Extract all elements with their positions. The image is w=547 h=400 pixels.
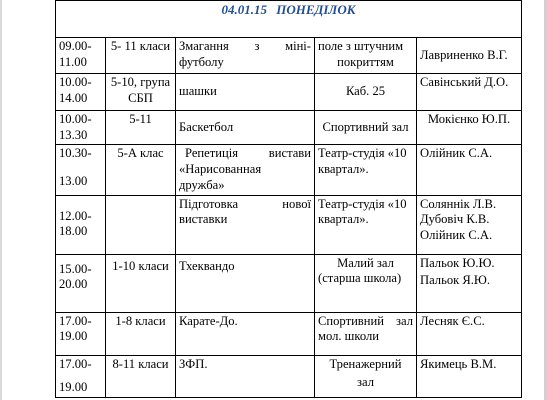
place-line: поле з штучним — [318, 39, 404, 53]
place-line: Спортивний зал — [318, 313, 413, 328]
table-row — [56, 195, 522, 254]
place-line: покриттям — [337, 54, 394, 69]
person-name: Савінський Д.О. — [420, 75, 509, 89]
group-cell: 1-8 класи — [106, 312, 176, 355]
responsible-cell — [417, 38, 522, 74]
responsible-cell — [417, 254, 522, 312]
place-cell — [315, 74, 417, 111]
place-line: Тренажерний — [329, 356, 402, 371]
table-row — [56, 74, 522, 111]
place-line: (старша школа) — [318, 271, 402, 286]
schedule-table — [55, 0, 522, 398]
activity-cell — [176, 254, 315, 312]
table-row — [56, 355, 522, 397]
person-name: Соляннік Л.В. — [420, 196, 497, 211]
time-end: 14.00 — [59, 90, 88, 105]
place-line: Малий зал — [337, 255, 394, 270]
activity-cell — [176, 145, 315, 195]
place-line: мол. школи — [318, 329, 380, 344]
time-cell — [56, 111, 106, 145]
responsible-cell — [417, 74, 522, 111]
responsible-cell — [417, 111, 522, 145]
person-name: Якимець В.М. — [420, 356, 497, 371]
place-cell — [315, 312, 417, 355]
place-line: Каб. 25 — [345, 84, 386, 99]
table-row — [56, 145, 522, 195]
person-name: Олійник С.А. — [420, 228, 493, 243]
time-cell — [56, 195, 106, 254]
person-name: Олійник С.А. — [420, 146, 493, 161]
time-start: 17.00- — [59, 356, 92, 371]
time-cell — [56, 145, 106, 195]
place-cell — [315, 145, 417, 195]
table-row — [56, 38, 522, 74]
time-end: 11.00 — [59, 54, 87, 69]
group-cell — [106, 195, 176, 254]
group-cell: 5- 11 класи — [106, 38, 176, 74]
time-end: 18.00 — [59, 224, 88, 239]
time-start: 10.00- — [59, 75, 92, 89]
place-cell — [315, 111, 417, 145]
time-cell — [56, 254, 106, 312]
time-cell — [56, 38, 106, 74]
place-line: квартал». — [318, 212, 369, 227]
date-header-cell — [56, 1, 522, 38]
person-name: Пальок Я.Ю. — [420, 273, 491, 288]
table-row — [56, 254, 522, 312]
time-start: 15.00- — [59, 261, 92, 276]
group-cell: 8-11 класи — [106, 355, 176, 397]
person-name: Лесняк Є.С. — [420, 313, 485, 328]
group-line: 5-10, група — [110, 75, 171, 89]
activity-line: Баскетбол — [179, 119, 234, 134]
time-end: 13.00 — [59, 174, 88, 189]
time-end: 19.00 — [59, 329, 88, 344]
time-start: 09.00- — [59, 39, 92, 53]
time-end: 13.30 — [59, 127, 88, 142]
activity-line: Тхеквандо — [179, 258, 235, 273]
place-line: зал — [357, 375, 374, 390]
table-row — [56, 312, 522, 355]
time-end: 19.00 — [59, 380, 88, 395]
group-cell — [106, 74, 176, 111]
place-cell — [315, 38, 417, 74]
person-name: Лавриненко В.Г. — [420, 47, 508, 62]
time-start: 10.00- — [59, 112, 92, 126]
time-cell — [56, 74, 106, 111]
activity-cell — [176, 38, 315, 74]
group-line: СБП — [128, 90, 153, 105]
table-row — [56, 111, 522, 145]
activity-line: «Нарисованная — [179, 162, 262, 177]
place-cell — [315, 355, 417, 397]
responsible-cell — [417, 312, 522, 355]
person-name: Мокієнко Ю.П. — [427, 112, 511, 126]
activity-line: шашки — [179, 84, 217, 99]
time-cell — [56, 355, 106, 397]
group-cell: 5-А клас — [106, 145, 176, 195]
activity-line: ЗФП. — [179, 356, 208, 371]
person-name: Пальок Ю.Ю. — [420, 255, 495, 270]
activity-line: Змагання з міні- — [179, 39, 311, 53]
activity-cell — [176, 312, 315, 355]
time-end: 20.00 — [59, 277, 88, 292]
activity-line: Карате-До. — [179, 313, 238, 328]
activity-line: Підготовка нової — [179, 196, 311, 211]
responsible-cell — [417, 195, 522, 254]
activity-line: виставки — [179, 212, 228, 227]
activity-cell — [176, 74, 315, 111]
activity-cell — [176, 111, 315, 145]
place-cell — [315, 254, 417, 312]
place-line: квартал». — [318, 162, 369, 177]
time-start: 10.30- — [59, 146, 92, 161]
date-heading: 04.01.15 ПОНЕДІЛОК — [221, 2, 356, 17]
group-cell: 1-10 класи — [106, 254, 176, 312]
time-start: 17.00- — [59, 313, 92, 328]
activity-line: Репетиція вистави — [185, 146, 311, 161]
page-edge-left — [0, 0, 2, 400]
responsible-cell — [417, 145, 522, 195]
time-cell — [56, 312, 106, 355]
activity-cell — [176, 195, 315, 254]
place-line: Театр-студія «10 — [318, 196, 407, 211]
person-name: Дубовіч К.В. — [420, 212, 490, 227]
activity-cell — [176, 355, 315, 397]
date-header-row — [56, 1, 522, 38]
place-line: Спортивний зал — [322, 119, 409, 134]
responsible-cell — [417, 355, 522, 397]
group-cell: 5-11 — [106, 111, 176, 145]
time-start: 12.00- — [59, 208, 92, 223]
place-cell — [315, 195, 417, 254]
activity-line: дружба» — [179, 177, 225, 192]
place-line: Театр-студія «10 — [318, 146, 407, 161]
activity-line: футболу — [179, 54, 224, 69]
